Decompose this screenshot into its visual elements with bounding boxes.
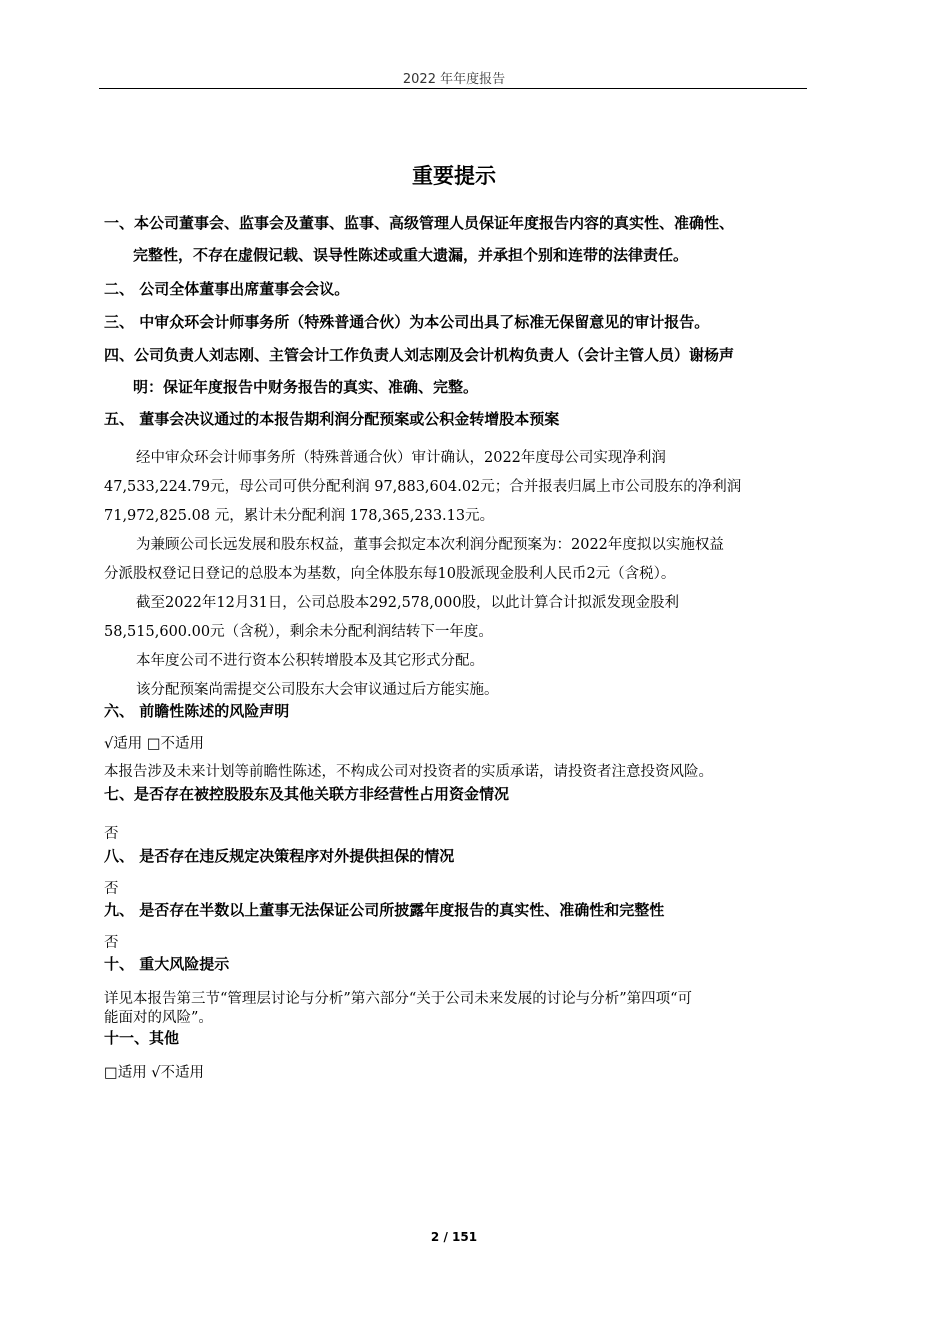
item-4-line-2: 明：保证年度报告中财务报告的真实、准确、完整。 [133, 378, 479, 396]
item-2: 二、 公司全体董事出席董事会会议。 [104, 280, 350, 298]
s5-p2-line-2: 分派股权登记日登记的总股本为基数，向全体股东每10股派现金股利人民币2元（含税）。 [104, 566, 676, 582]
item-7: 七、是否存在被控股股东及其他关联方非经营性占用资金情况 [104, 785, 510, 803]
s6-options: √适用 □不适用 [104, 736, 205, 752]
s5-p1-line-2: 47,533,224.79元，母公司可供分配利润 97,883,604.02元；合并报表归属上市公司股东的净利润 [104, 479, 742, 495]
s5-p2-line-1: 为兼顾公司长远发展和股东权益，董事会拟定本次利润分配预案为：2022年度拟以实施权益 [136, 537, 724, 553]
header-divider [99, 88, 807, 89]
page-header: 2022 年年度报告 [402, 72, 506, 87]
s8-answer: 否 [104, 881, 119, 897]
s5-p3-line-1: 截至2022年12月31日，公司总股本292,578,000股，以此计算合计拟派发现金股利 [136, 595, 680, 611]
item-9: 九、 是否存在半数以上董事无法保证公司所披露年度报告的真实性、准确性和完整性 [104, 901, 665, 919]
s6-text: 本报告涉及未来计划等前瞻性陈述，不构成公司对投资者的实质承诺，请投资者注意投资风险。 [104, 764, 713, 780]
item-8: 八、 是否存在违反规定决策程序对外提供担保的情况 [104, 847, 455, 865]
s11-options: □适用 √不适用 [104, 1065, 205, 1081]
item-3: 三、 中审众环会计师事务所（特殊普通合伙）为本公司出具了标准无保留意见的审计报告。 [104, 313, 710, 331]
s9-answer: 否 [104, 935, 119, 951]
s10-text-line-2: 能面对的风险”。 [104, 1010, 213, 1026]
s5-p4: 本年度公司不进行资本公积转增股本及其它形式分配。 [136, 653, 484, 669]
item-4-line-1: 四、公司负责人刘志刚、主管会计工作负责人刘志刚及会计机构负责人（会计主管人员）谢杨声 [104, 346, 735, 364]
page-title: 重要提示 [412, 164, 496, 188]
item-1-line-1: 一、本公司董事会、监事会及董事、监事、高级管理人员保证年度报告内容的真实性、准确性、 [104, 214, 735, 232]
item-1-line-2: 完整性，不存在虚假记载、误导性陈述或重大遗漏，并承担个别和连带的法律责任。 [133, 246, 689, 264]
s10-text-line-1: 详见本报告第三节“管理层讨论与分析”第六部分“关于公司未来发展的讨论与分析”第四项“可 [104, 991, 693, 1007]
s5-p1-line-1: 经中审众环会计师事务所（特殊普通合伙）审计确认，2022年度母公司实现净利润 [136, 450, 666, 466]
s5-p3-line-2: 58,515,600.00元（含税），剩余未分配利润结转下一年度。 [104, 624, 493, 640]
item-5: 五、 董事会决议通过的本报告期利润分配预案或公积金转增股本预案 [104, 410, 560, 428]
s5-p5: 该分配预案尚需提交公司股东大会审议通过后方能实施。 [136, 682, 499, 698]
item-10: 十、 重大风险提示 [104, 955, 230, 973]
item-6: 六、 前瞻性陈述的风险声明 [104, 702, 290, 720]
item-11: 十一、其他 [104, 1029, 180, 1047]
page-number: 2 / 151 [430, 1230, 478, 1244]
s7-answer: 否 [104, 826, 119, 842]
s5-p1-line-3: 71,972,825.08 元，累计未分配利润 178,365,233.13元。 [104, 508, 495, 524]
